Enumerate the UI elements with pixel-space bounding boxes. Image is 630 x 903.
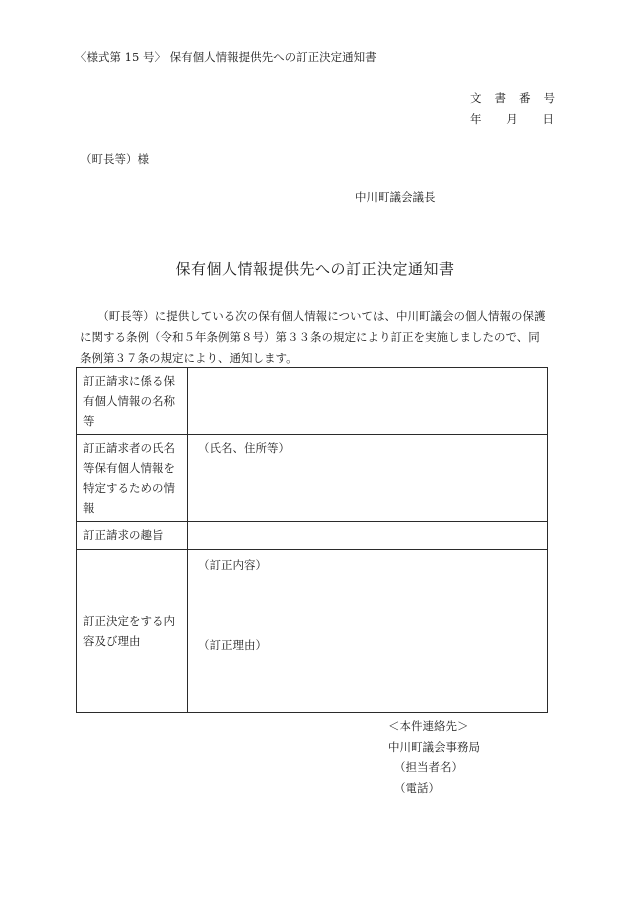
body-line: に関する条例（令和５年条例第８号）第３３条の規定により訂正を実施しましたので、同 [80,330,540,344]
contact-person: （担当者名） [394,760,463,774]
row-label-request-purpose: 訂正請求の趣旨 [77,522,188,550]
row-content-decision [188,550,548,713]
date-day: 日 [542,112,554,126]
table-row [77,435,548,522]
correction-reason-placeholder: （訂正理由） [198,638,267,652]
correction-content-placeholder: （訂正内容） [198,558,267,572]
row-content-requester-info [188,435,548,522]
contact-phone: （電話） [394,780,440,795]
correction-details-table [76,367,548,713]
date-month: 月 [506,112,518,126]
row-label-requester-info: 訂正請求者の氏名 等保有個人情報を 特定するための情 報 [77,435,188,522]
contact-block [388,716,480,798]
body-paragraph [80,306,550,369]
table-row [77,368,548,435]
form-number: 〈様式第 15 号〉 保有個人情報提供先への訂正決定通知書 [75,50,377,64]
sender: 中川町議会議長 [355,190,436,204]
document-number-label: 文書番号 [470,91,568,105]
date-year: 年 [470,112,482,126]
document-title: 保有個人情報提供先への訂正決定通知書 [175,260,455,278]
row-content-target-info [188,368,548,435]
name-address-placeholder: （氏名、住所等） [198,441,290,455]
table-row [77,550,548,713]
body-line: 条例第３７条の規定により、通知します。 [80,351,298,365]
row-label-target-info: 訂正請求に係る保 有個人情報の名称 等 [77,368,188,435]
contact-office: 中川町議会事務局 [388,739,480,754]
table-row [77,522,548,550]
addressee: （町長等）様 [80,152,149,166]
contact-heading: ＜本件連絡先＞ [388,719,469,733]
row-content-request-purpose [188,522,548,550]
row-label-decision: 訂正決定をする内 容及び理由 [77,550,188,713]
date-row [470,111,554,127]
body-line: （町長等）に提供している次の保有個人情報については、中川町議会の個人情報の保護 [97,309,546,323]
